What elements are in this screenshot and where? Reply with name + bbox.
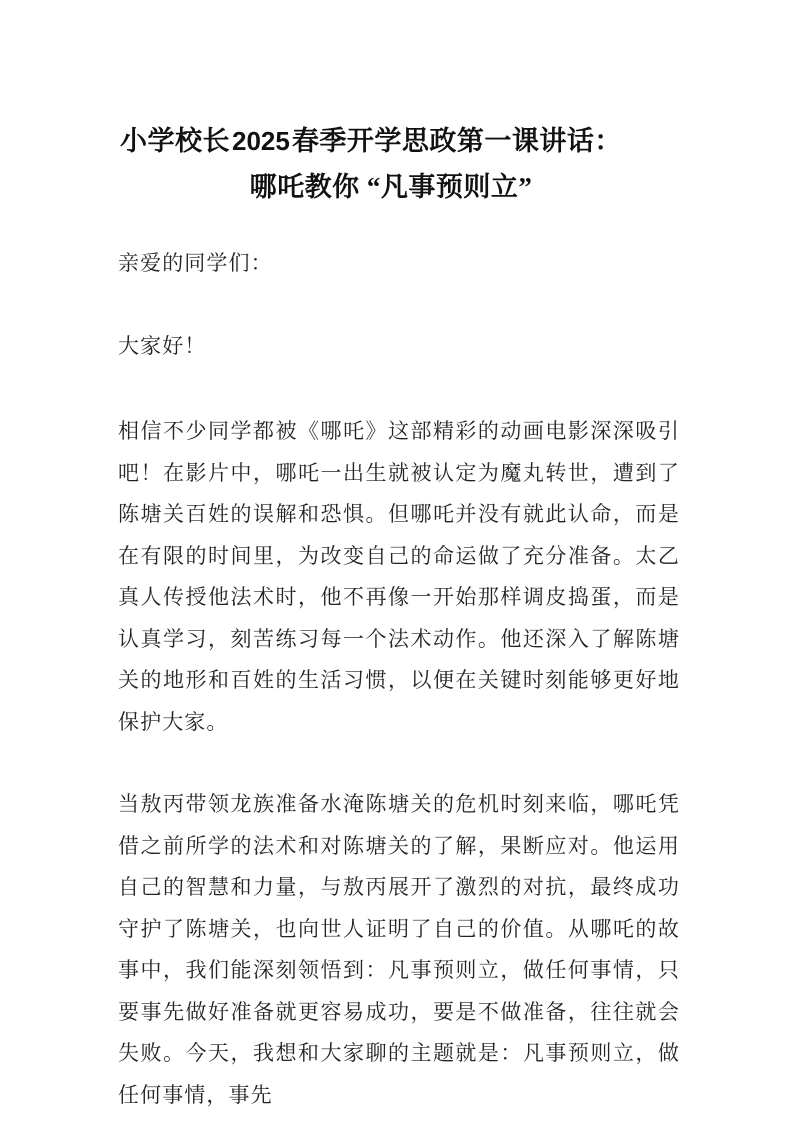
salutation: 亲爱的同学们： (118, 251, 273, 275)
spacer (118, 285, 680, 326)
title-year: 2025 (232, 126, 290, 156)
page-title (118, 118, 678, 210)
title-suffix: 春季开学思政第一课讲话： (291, 126, 622, 156)
spacer (118, 743, 680, 784)
spacer (118, 367, 680, 411)
body-paragraph-2: 当敖丙带领龙族准备水淹陈塘关的危机时刻来临，哪吒凭借之前所学的法术和对陈塘关的了解，果断应对。他运用自己的智慧和力量，与敖丙展开了激烈的对抗，最终成功守护了陈塘关，也向世人证明了自己的价值。从哪吒的故事中，我们能深刻领悟到：凡事预则立，做任何事情，只要事先做好准备就更容易成功，要是不做准备，往往就会失败。今天，我想和大家聊的主题就是：凡事预则立，做任何事情，事先 (118, 792, 680, 1107)
body-paragraph-1: 相信不少同学都被《哪吒》这部精彩的动画电影深深吸引吧！在影片中，哪吒一出生就被认定为魔丸转世，遭到了陈塘关百姓的误解和恐惧。但哪吒并没有就此认命，而是在有限的时间里，为改变自己的命运做了充分准备。太乙真人传授他法术时，他不再像一开始那样调皮捣蛋，而是认真学习，刻苦练习每一个法术动作。他还深入了解陈塘关的地形和百姓的生活习惯，以便在关键时刻能够更好地保护大家。 (118, 419, 680, 734)
document-body (118, 243, 680, 1116)
title-line-2: 哪吒教你 “凡事预则立” (249, 172, 533, 202)
title-prefix: 小学校长 (120, 126, 230, 156)
greeting: 大家好！ (118, 333, 207, 358)
title-line-1 (118, 118, 678, 164)
